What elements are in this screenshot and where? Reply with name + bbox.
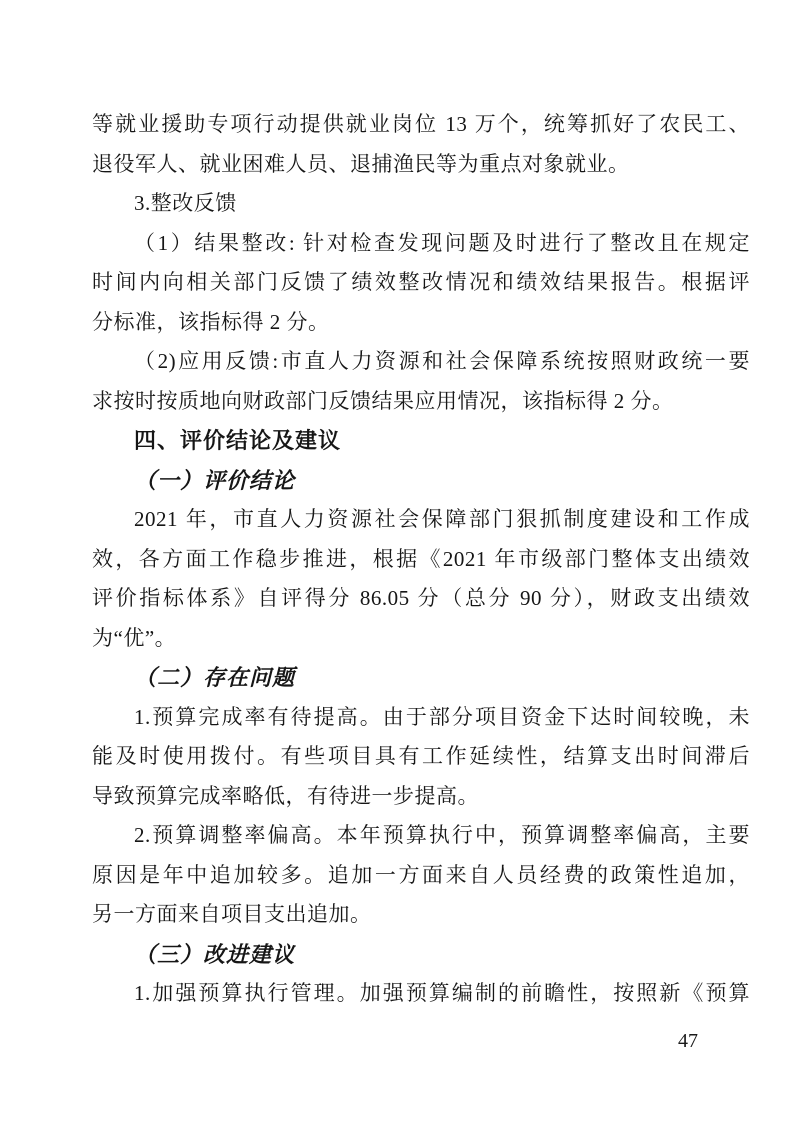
body-line: 另一方面来自项目支出追加。 — [92, 902, 372, 926]
body-line: 分标准，该指标得 2 分。 — [92, 309, 330, 334]
body-line: 等就业援助专项行动提供就业岗位 13 万个，统筹抓好了农民工、 — [92, 112, 750, 136]
body-line: 能及时使用拨付。有些项目具有工作延续性，结算支出时间滞后 — [92, 744, 750, 768]
body-line: 为“优”。 — [92, 625, 177, 650]
subsection-heading-problems: （二）存在问题 — [134, 665, 296, 690]
section-heading-4: 四、评价结论及建议 — [134, 428, 342, 453]
body-line: 1.加强预算执行管理。加强预算编制的前瞻性，按照新《预算 — [134, 981, 750, 1005]
body-line: 时间内向相关部门反馈了绩效整改情况和绩效结果报告。根据评 — [92, 270, 750, 294]
body-line: （1）结果整改: 针对检查发现问题及时进行了整改且在规定 — [134, 230, 750, 255]
page-number: 47 — [678, 1030, 698, 1052]
body-line: 1.预算完成率有待提高。由于部分项目资金下达时间较晚，未 — [134, 704, 750, 729]
body-line: 2021 年，市直人力资源社会保障部门狠抓制度建设和工作成 — [134, 507, 750, 531]
body-line: 退役军人、就业困难人员、退捕渔民等为重点对象就业。 — [92, 151, 630, 176]
body-line: 评价指标体系》自评得分 86.05 分（总分 90 分），财政支出绩效 — [92, 586, 750, 610]
body-line: （2)应用反馈:市直人力资源和社会保障系统按照财政统一要 — [134, 349, 750, 373]
body-line: 效，各方面工作稳步推进，根据《2021 年市级部门整体支出绩效 — [92, 546, 750, 571]
subsection-heading-conclusion: （一）评价结论 — [134, 467, 296, 493]
body-line: 求按时按质地向财政部门反馈结果应用情况，该指标得 2 分。 — [92, 388, 674, 413]
body-line: 2.预算调整率偏高。本年预算执行中，预算调整率偏高，主要 — [134, 823, 750, 847]
body-line: 导致预算完成率略低，有待进一步提高。 — [92, 783, 479, 808]
body-line: 原因是年中追加较多。追加一方面来自人员经费的政策性追加， — [92, 862, 750, 887]
document-content — [92, 105, 750, 1014]
subsection-heading-suggestions: （三）改进建议 — [134, 941, 296, 967]
subitem-heading-3: 3.整改反馈 — [134, 191, 237, 215]
